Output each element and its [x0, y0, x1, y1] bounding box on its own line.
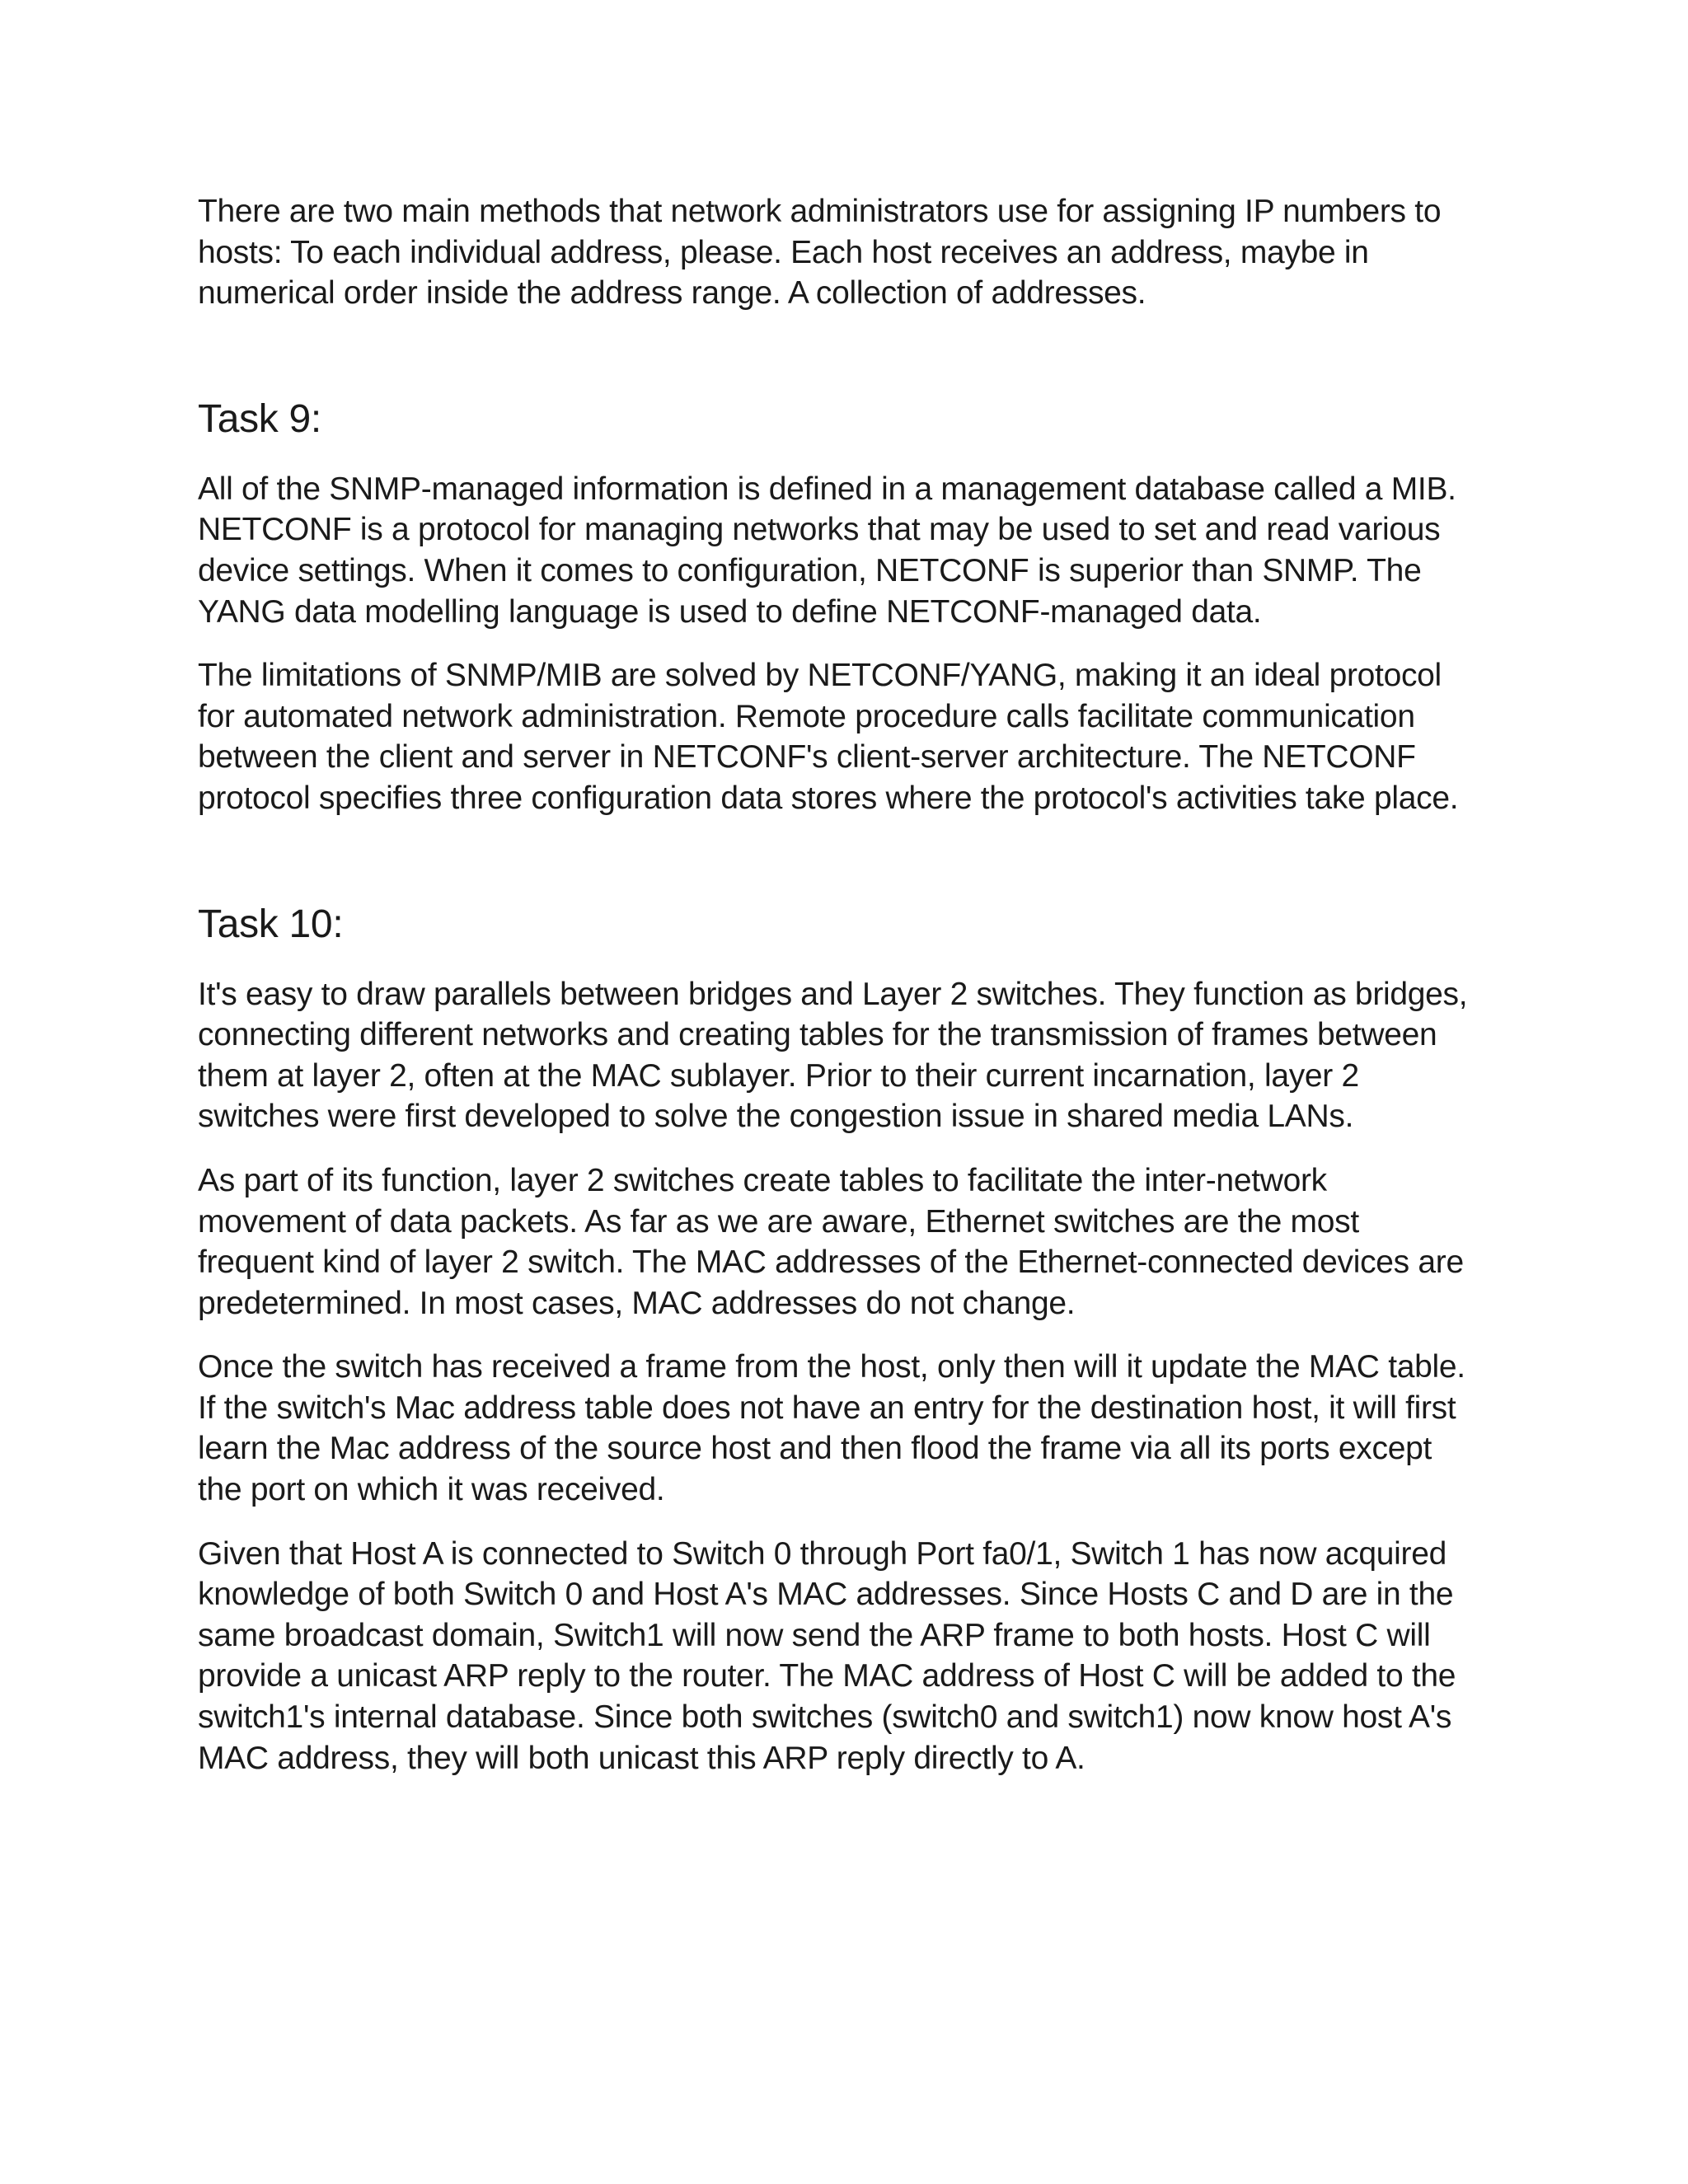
task-10-heading: Task 10:: [198, 902, 344, 946]
document-page: [198, 191, 1484, 1779]
task-9-paragraph-1: All of the SNMP-managed information is defined in a management database called a MIB. NETCONF is a protocol for managing networks that may be used to set and read various device settings. When it comes to configuration, NETCONF is superior than SNMP. The YANG data modelling language is used to define NETCONF-managed data.: [198, 471, 1456, 630]
task-9-heading: Task 9:: [198, 396, 321, 441]
intro-paragraph: There are two main methods that network administrators use for assigning IP numbers to hosts: To each individual address, please. Each host receives an address, maybe in numerical order inside the address range. A collection of addresses.: [198, 194, 1442, 312]
task-10-paragraph-3: Once the switch has received a frame from the host, only then will it update the MAC table. If the switch's Mac address table does not have an entry for the destination host, it will first learn the Mac address of the source host and then flood the frame via all its ports except the port on which it was received.: [198, 1349, 1465, 1508]
spacer: [198, 1324, 1484, 1347]
spacer: [198, 632, 1484, 655]
spacer: [198, 444, 1484, 469]
task-10-paragraph-1: It's easy to draw parallels between bridges and Layer 2 switches. They function as bridges, connecting different networks and creating tables for the transmission of frames between them at layer 2, often at the MAC sublayer. Prior to their current incarnation, layer 2 switches were first developed to solve the congestion issue in shared media LANs.: [198, 976, 1468, 1135]
task-9-paragraph-2: The limitations of SNMP/MIB are solved by NETCONF/YANG, making it an ideal protocol for automated network administration. Remote procedure calls facilitate communication between the client and server in NETCONF's client-server architecture. The NETCONF protocol specifies three configuration data stores where the protocol's activities take place.: [198, 658, 1459, 816]
spacer: [198, 1511, 1484, 1534]
task-10-paragraph-2: As part of its function, layer 2 switches create tables to facilitate the inter-network movement of data packets. As far as we are aware, Ethernet switches are the most frequent kind of layer 2 switch. The MAC addresses of the Ethernet-connected devices are predetermined. In most cases, MAC addresses do not change.: [198, 1162, 1464, 1321]
spacer: [198, 949, 1484, 974]
spacer: [198, 314, 1484, 395]
spacer: [198, 1137, 1484, 1160]
spacer: [198, 819, 1484, 900]
task-10-paragraph-4: Given that Host A is connected to Switch 0 through Port fa0/1, Switch 1 has now acquired knowledge of both Switch 0 and Host A's MAC addresses. Since Hosts C and D are in the same broadcast domain, Switch1 will now send the ARP frame to both hosts. Host C will provide a unicast ARP reply to the router. The MAC address of Host C will be added to the switch1's internal database. Since both switches (switch0 and switch1) now know host A's MAC address, they will both unicast this ARP reply directly to A.: [198, 1535, 1456, 1776]
